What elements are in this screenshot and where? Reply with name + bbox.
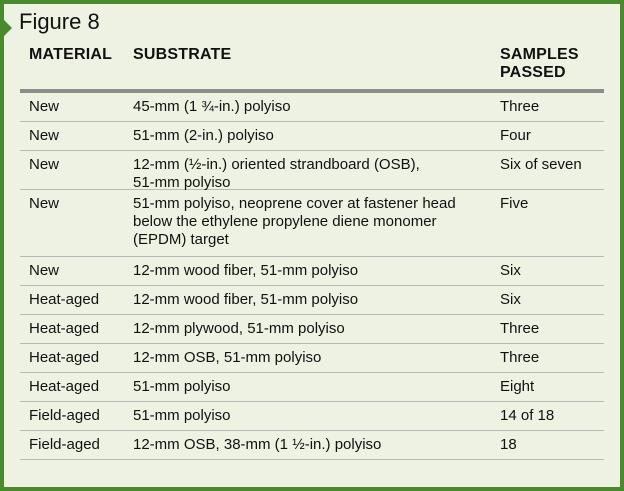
material-cell: New — [29, 262, 60, 279]
material-cell: New — [29, 195, 60, 212]
table-row — [20, 257, 604, 286]
material-cell: New — [29, 156, 60, 173]
samples-passed-cell: 18 — [500, 436, 517, 453]
substrate-line: 12-mm (½-in.) oriented strandboard (OSB), — [133, 156, 420, 173]
table-row — [20, 286, 604, 315]
substrate-line: 12-mm OSB, 38-mm (1 ½-in.) polyiso — [133, 436, 382, 453]
substrate-line: 12-mm plywood, 51-mm polyiso — [133, 320, 345, 337]
results-table — [20, 93, 604, 460]
samples-passed-cell: Four — [500, 127, 531, 144]
substrate-cell — [133, 436, 493, 454]
table-row — [20, 344, 604, 373]
material-cell: Heat-aged — [29, 291, 100, 308]
substrate-cell — [133, 349, 493, 367]
substrate-line: 51-mm (2-in.) polyiso — [133, 127, 274, 144]
samples-passed-cell: Five — [500, 195, 529, 212]
samples-passed-cell: Three — [500, 349, 540, 366]
samples-passed-cell: Three — [500, 320, 540, 337]
material-cell: Heat-aged — [29, 349, 100, 366]
header-samples-line2: PASSED — [500, 64, 566, 81]
header-samples-passed — [500, 46, 579, 82]
table-row — [20, 122, 604, 151]
substrate-line: 51-mm polyiso — [133, 378, 231, 395]
header-substrate: SUBSTRATE — [133, 46, 232, 63]
material-cell: New — [29, 127, 60, 144]
table-row — [20, 373, 604, 402]
header-material: MATERIAL — [29, 46, 113, 63]
table-row — [20, 402, 604, 431]
substrate-line: 51-mm polyiso, neoprene cover at fastener head — [133, 195, 456, 212]
substrate-cell — [133, 127, 493, 145]
material-cell: New — [29, 98, 60, 115]
substrate-cell — [133, 320, 493, 338]
table-row — [20, 315, 604, 344]
substrate-cell — [133, 195, 493, 249]
substrate-line: 12-mm wood fiber, 51-mm polyiso — [133, 291, 359, 308]
material-cell: Heat-aged — [29, 378, 100, 395]
substrate-cell — [133, 262, 493, 280]
header-samples-line1: SAMPLES — [500, 46, 579, 63]
substrate-line: below the ethylene propylene diene monomer — [133, 213, 437, 230]
figure-title: Figure 8 — [19, 9, 100, 34]
material-cell: Heat-aged — [29, 320, 100, 337]
material-cell: Field-aged — [29, 436, 100, 453]
table-row — [20, 151, 604, 190]
substrate-cell — [133, 291, 493, 309]
substrate-cell — [133, 407, 493, 425]
substrate-line: 12-mm OSB, 51-mm polyiso — [133, 349, 322, 366]
samples-passed-cell: Six of seven — [500, 156, 582, 173]
figure-marker-icon — [0, 16, 12, 40]
substrate-line: 45-mm (1 ¾-in.) polyiso — [133, 98, 291, 115]
samples-passed-cell: Six — [500, 291, 521, 308]
table-row — [20, 93, 604, 122]
substrate-line: 12-mm wood fiber, 51-mm polyiso — [133, 262, 359, 279]
substrate-cell — [133, 378, 493, 396]
substrate-cell — [133, 156, 493, 192]
table-row — [20, 190, 604, 257]
samples-passed-cell: 14 of 18 — [500, 407, 555, 424]
substrate-line: (EPDM) target — [133, 231, 229, 248]
substrate-line: 51-mm polyiso — [133, 407, 231, 424]
substrate-cell — [133, 98, 493, 116]
substrate-line: 51-mm polyiso — [133, 174, 231, 191]
samples-passed-cell: Eight — [500, 378, 535, 395]
samples-passed-cell: Three — [500, 98, 540, 115]
samples-passed-cell: Six — [500, 262, 521, 279]
table-row — [20, 431, 604, 460]
material-cell: Field-aged — [29, 407, 100, 424]
